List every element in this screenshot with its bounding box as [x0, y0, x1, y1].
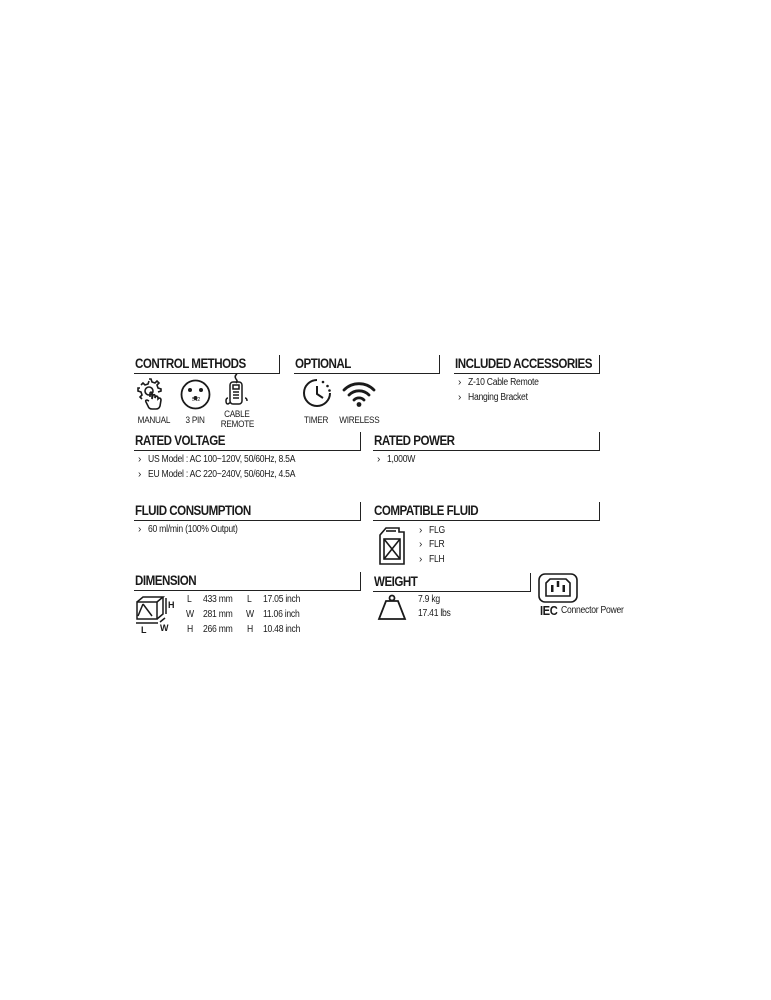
dimension-row-l-key: L [187, 594, 192, 605]
dimension-row-l-key2: L [247, 594, 252, 605]
iec-label: IEC [540, 603, 558, 618]
weight-header: WEIGHT [373, 573, 531, 592]
compatible-fluid-header: COMPATIBLE FLUID [373, 502, 600, 521]
dimension-header: DIMENSION [134, 572, 361, 591]
dimension-row-l-metric: 433 mm [203, 594, 233, 605]
dimension-row-w-imperial: 11.06 inch [263, 609, 300, 620]
fluid-canister-icon [376, 525, 408, 567]
weight-lbs: 17.41 lbs [418, 608, 451, 619]
dimension-icon-w: W [160, 623, 169, 633]
dimension-row-h-key: H [187, 624, 193, 635]
dimension-row-h-metric: 266 mm [203, 624, 233, 635]
control-methods-header: CONTROL METHODS [134, 355, 280, 374]
fluid-consumption-header: FLUID CONSUMPTION [134, 502, 361, 521]
dimension-icon-l: L [141, 625, 147, 635]
fluid-item-flg: › FLG [419, 525, 447, 536]
three-pin-connector-icon [180, 379, 211, 410]
dimension-row-w-metric: 281 mm [203, 609, 233, 620]
timer-icon [302, 378, 332, 409]
gear-hand-icon [136, 376, 170, 410]
dimension-row-w-key: W [186, 609, 194, 620]
dimension-row-l-imperial: 17.05 inch [263, 594, 301, 605]
voltage-item-us: › US Model : AC 100~120V, 50/60Hz, 8.5A [138, 454, 319, 465]
voltage-item-eu: › EU Model : AC 220~240V, 50/60Hz, 4.5A [138, 469, 319, 480]
rated-voltage-header: RATED VOLTAGE [134, 432, 361, 451]
fluid-item-flr: › FLR [419, 539, 447, 550]
fluid-consumption-item: › 60 ml/min (100% Output) [138, 524, 252, 535]
iec-connector-icon [538, 573, 578, 603]
dimension-row-h-key2: H [247, 624, 253, 635]
dimension-row-h-imperial: 10.48 inch [263, 624, 301, 635]
three-pin-label: 3 PIN [185, 415, 205, 426]
rated-power-header: RATED POWER [373, 432, 600, 451]
dimension-row-w-key2: W [246, 609, 254, 620]
dimension-icon-h: H [168, 600, 175, 610]
weight-icon [376, 594, 408, 622]
accessory-item-hanging-bracket: › Hanging Bracket [458, 392, 537, 403]
timer-label: TIMER [303, 415, 329, 426]
manual-label: MANUAL [137, 415, 171, 426]
three-pin-sublabel: 5'12 [191, 397, 201, 403]
fluid-item-flh: › FLH [419, 554, 447, 565]
power-item: › 1,000W [377, 454, 419, 465]
optional-header: OPTIONAL [294, 355, 440, 374]
wireless-label: WIRELESS [339, 415, 380, 426]
accessory-item-cable-remote: › Z-10 Cable Remote [458, 377, 550, 388]
included-accessories-header: INCLUDED ACCESSORIES [454, 355, 600, 374]
connector-power-label: Connector Power [561, 605, 624, 616]
wireless-icon [341, 380, 377, 408]
weight-kg: 7.9 kg [418, 594, 440, 605]
cable-remote-label: CABLE REMOTE [220, 409, 254, 430]
cable-remote-icon [224, 372, 250, 408]
